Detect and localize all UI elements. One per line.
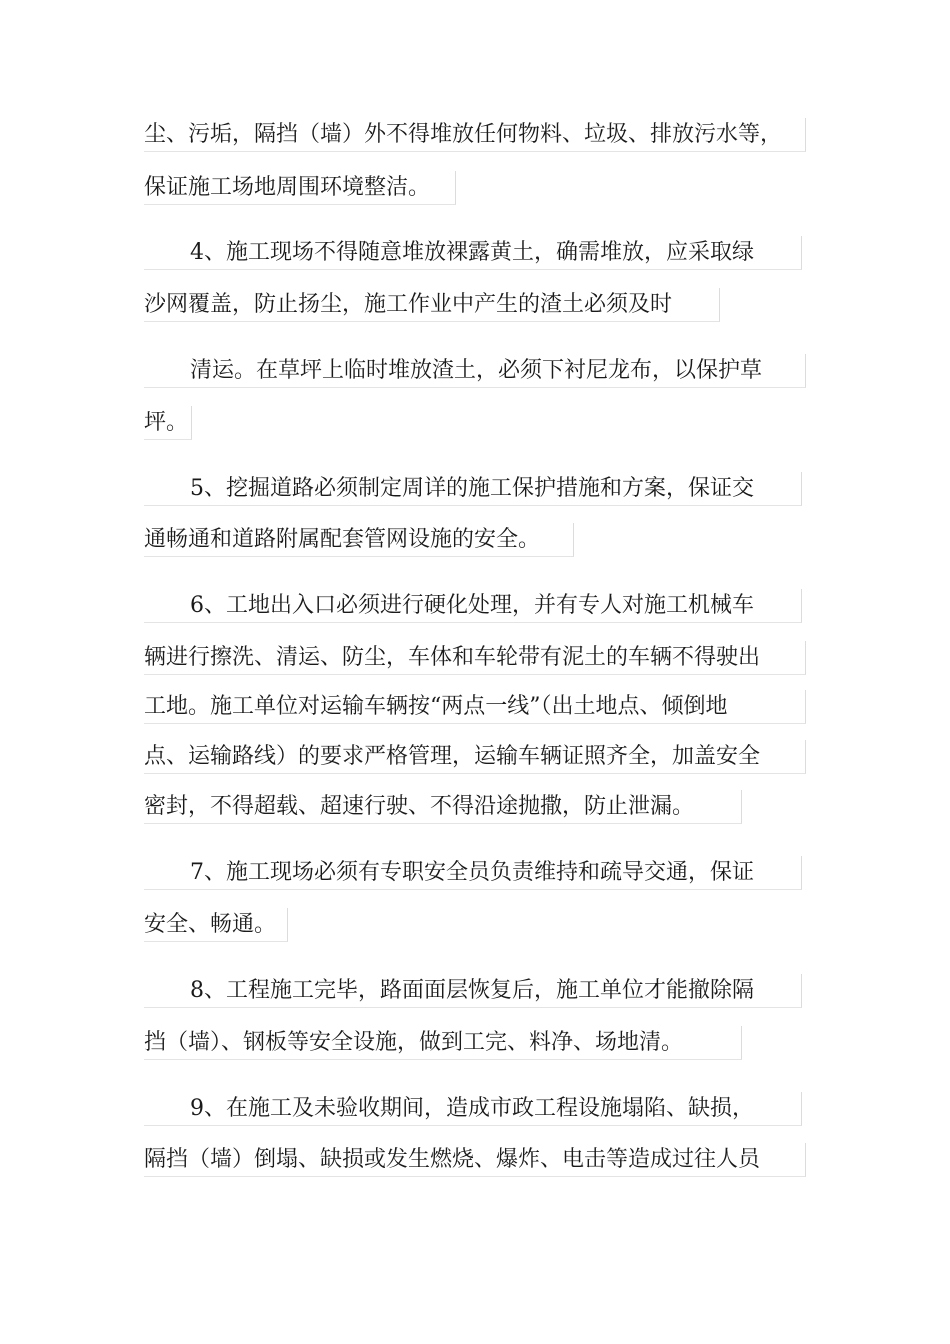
text-line: 隔挡（墙）倒塌、缺损或发生燃烧、爆炸、电击等造成过往人员 (144, 1143, 806, 1177)
text-line: 辆进行擦洗、清运、防尘，车体和车轮带有泥土的车辆不得驶出 (144, 641, 806, 675)
text-line: 挡（墙）、钢板等安全设施，做到工完、料净、场地清。 (144, 1026, 742, 1060)
text-line: 通畅通和道路附属配套管网设施的安全。 (144, 523, 574, 557)
text-line: 清运。在草坪上临时堆放渣土，必须下衬尼龙布，以保护草 (144, 354, 806, 388)
paragraph-6-line: 6、工地出入口必须进行硬化处理，并有专人对施工机械车 (144, 589, 802, 623)
text-line: 点、运输路线）的要求严格管理，运输车辆证照齐全，加盖安全 (144, 740, 806, 774)
paragraph-9-line: 9、在施工及未验收期间，造成市政工程设施塌陷、缺损， (144, 1092, 802, 1126)
text-line: 工地。施工单位对运输车辆按“两点一线”（出土地点、倾倒地 (144, 690, 806, 724)
text-line: 保证施工场地周围环境整洁。 (144, 171, 456, 205)
text-line: 密封，不得超载、超速行驶、不得沿途抛撒，防止泄漏。 (144, 790, 742, 824)
paragraph-7-line: 7、施工现场必须有专职安全员负责维持和疏导交通，保证 (144, 856, 802, 890)
paragraph-5-line: 5、挖掘道路必须制定周详的施工保护措施和方案，保证交 (144, 472, 802, 506)
text-line: 坪。 (144, 406, 192, 440)
paragraph-8-line: 8、工程施工完毕，路面面层恢复后，施工单位才能撤除隔 (144, 974, 802, 1008)
text-line: 尘、污垢，隔挡（墙）外不得堆放任何物料、垃圾、排放污水等， (144, 118, 806, 152)
text-line: 安全、畅通。 (144, 908, 288, 942)
paragraph-4-line: 4、施工现场不得随意堆放裸露黄土，确需堆放，应采取绿 (144, 236, 802, 270)
text-line: 沙网覆盖，防止扬尘，施工作业中产生的渣土必须及时 (144, 288, 720, 322)
